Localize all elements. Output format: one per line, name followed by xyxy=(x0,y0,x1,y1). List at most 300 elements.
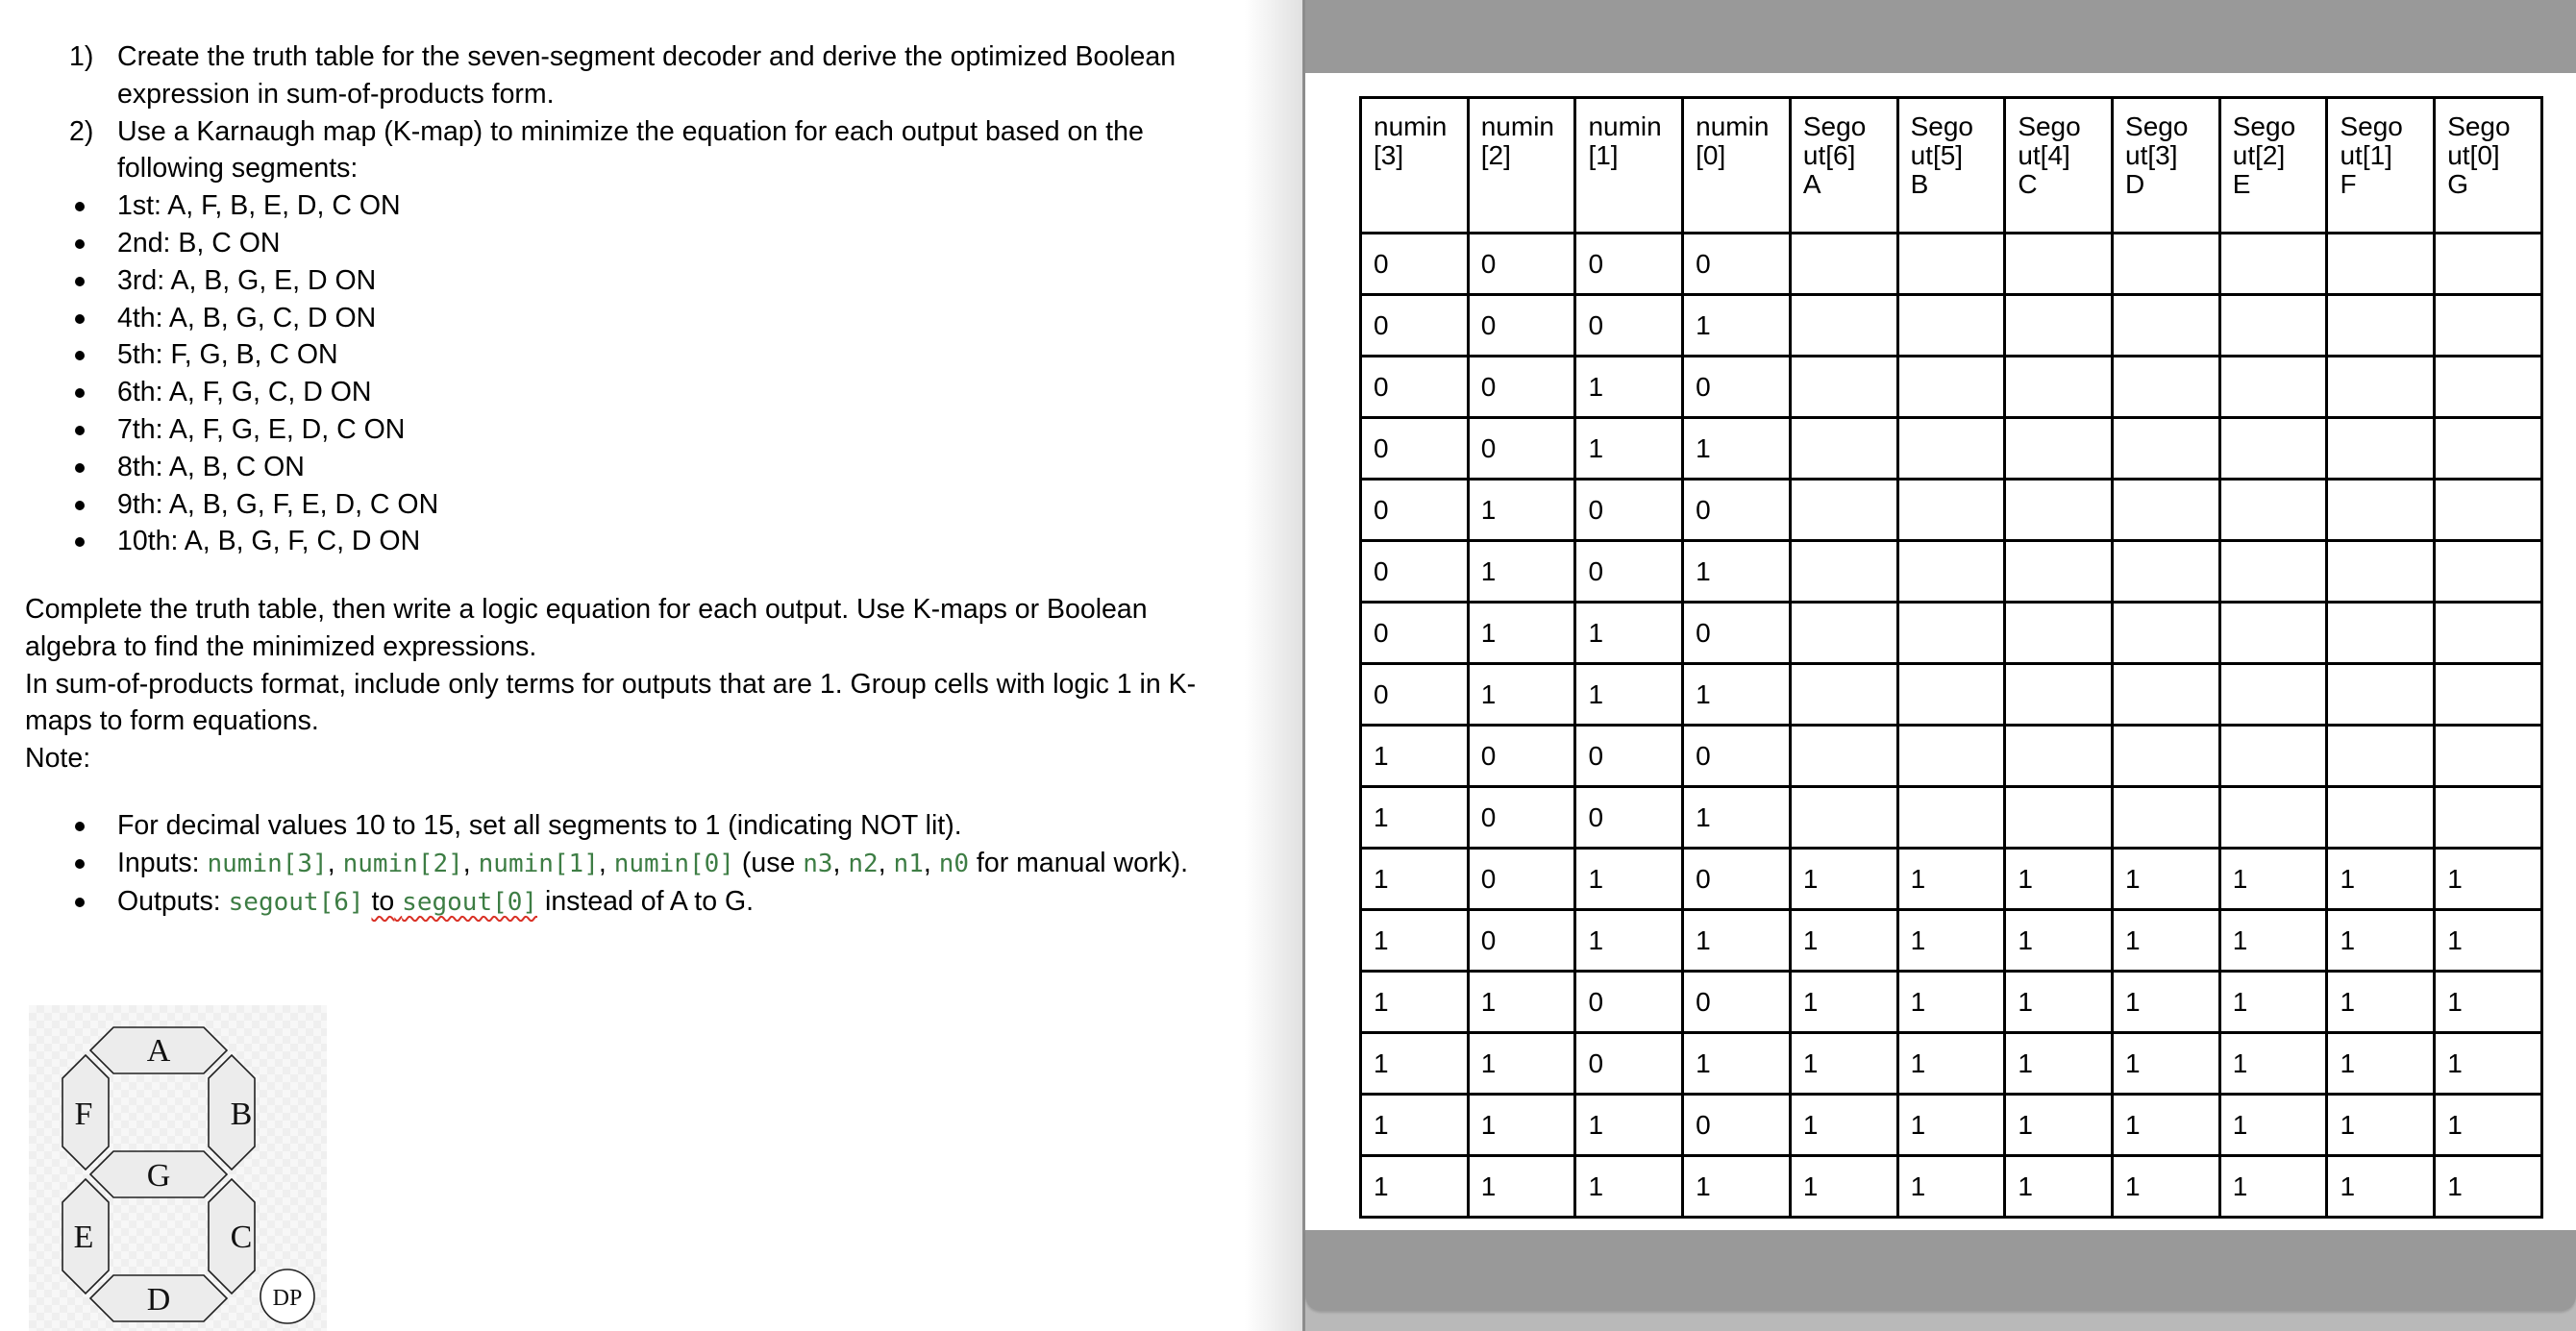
output-cell[interactable] xyxy=(2219,418,2327,480)
output-cell[interactable] xyxy=(2327,603,2435,664)
input-cell: 1 xyxy=(1468,541,1575,603)
output-cell[interactable]: 1 xyxy=(1897,849,2005,910)
output-cell[interactable]: 1 xyxy=(2219,1095,2327,1156)
input-cell: 1 xyxy=(1575,1156,1683,1218)
viewer-bottom-band xyxy=(1305,1230,2576,1311)
column-header-line: numin xyxy=(1696,111,1770,141)
segment-list-item xyxy=(69,486,1223,524)
column-header-line: ut[0] xyxy=(2447,140,2500,170)
table-row xyxy=(1361,1095,2542,1156)
segment-list-item xyxy=(69,300,1223,337)
truth-table-header-row xyxy=(1361,98,2542,234)
output-cell[interactable] xyxy=(1790,603,1897,664)
input-cell: 0 xyxy=(1361,357,1469,418)
input-cell: 1 xyxy=(1683,787,1791,849)
seven-segment-icon xyxy=(29,1005,327,1331)
column-header-line: Sego xyxy=(1802,111,1867,141)
output-cell[interactable] xyxy=(1897,418,2005,480)
bullet-icon xyxy=(75,388,85,398)
output-cell[interactable] xyxy=(2113,295,2220,357)
input-cell: 0 xyxy=(1361,418,1469,480)
column-header-line: ut[1] xyxy=(2340,140,2392,170)
output-cell[interactable] xyxy=(2219,234,2327,295)
segment-list-text: 10th: A, B, G, F, C, D ON xyxy=(117,526,421,557)
output-cell[interactable]: 1 xyxy=(2435,849,2542,910)
bullet-icon xyxy=(75,351,85,360)
output-cell[interactable]: 1 xyxy=(2005,1095,2113,1156)
segment-list-text: 7th: A, F, G, E, D, C ON xyxy=(117,413,406,445)
input-cell: 1 xyxy=(1468,664,1575,726)
bullet-icon xyxy=(75,463,85,473)
output-cell[interactable] xyxy=(2113,234,2220,295)
input-cell: 0 xyxy=(1575,234,1683,295)
input-cell: 1 xyxy=(1468,1156,1575,1218)
output-cell[interactable]: 1 xyxy=(2327,1095,2435,1156)
output-cell[interactable] xyxy=(2435,787,2542,849)
output-cell[interactable] xyxy=(2113,726,2220,787)
segment-list-item xyxy=(69,262,1223,300)
note-label: Note: xyxy=(25,743,91,775)
input-cell: 1 xyxy=(1468,603,1575,664)
output-cell[interactable] xyxy=(2435,234,2542,295)
segment-list-text: 3rd: A, B, G, E, D ON xyxy=(117,264,377,296)
input-cell: 1 xyxy=(1468,1033,1575,1095)
column-header xyxy=(1897,98,2005,234)
column-header xyxy=(2435,98,2542,234)
table-row xyxy=(1361,541,2542,603)
input-cell: 0 xyxy=(1683,234,1791,295)
input-cell: 0 xyxy=(1468,787,1575,849)
output-cell[interactable]: 1 xyxy=(2005,910,2113,972)
table-row xyxy=(1361,603,2542,664)
seven-segment-diagram xyxy=(29,1005,327,1331)
output-cell[interactable] xyxy=(2327,418,2435,480)
output-cell[interactable] xyxy=(2435,541,2542,603)
segment-list-text: 6th: A, F, G, C, D ON xyxy=(117,377,372,408)
output-cell[interactable] xyxy=(1790,234,1897,295)
instruction-text: Create the truth table for the seven-segment decoder and derive the optimized Boolean expression in sum-of-products form. xyxy=(117,41,1177,110)
column-header-line: [3] xyxy=(1374,140,1404,170)
input-cell: 0 xyxy=(1683,1095,1791,1156)
output-cell[interactable]: 1 xyxy=(2113,910,2220,972)
output-cell[interactable] xyxy=(2005,541,2113,603)
output-cell[interactable] xyxy=(2435,357,2542,418)
output-cell[interactable] xyxy=(2113,603,2220,664)
note-text: to xyxy=(371,885,395,917)
truth-table-body xyxy=(1361,234,2542,1218)
column-header-line: E xyxy=(2232,169,2251,199)
column-header xyxy=(1790,98,1897,234)
column-header xyxy=(2219,98,2327,234)
input-cell: 1 xyxy=(1683,295,1791,357)
table-row xyxy=(1361,418,2542,480)
code-numin3: numin[3] xyxy=(207,849,328,878)
output-cell[interactable] xyxy=(2327,480,2435,541)
input-cell: 0 xyxy=(1468,357,1575,418)
output-cell[interactable] xyxy=(2005,480,2113,541)
segment-list-item xyxy=(69,411,1223,449)
output-cell[interactable]: 1 xyxy=(2113,1033,2220,1095)
output-cell[interactable] xyxy=(2219,603,2327,664)
input-cell: 0 xyxy=(1575,1033,1683,1095)
bullet-icon xyxy=(75,822,85,831)
code-n2: n2 xyxy=(848,849,879,878)
note-text: for manual work). xyxy=(969,847,1189,878)
bullet-icon xyxy=(75,239,85,249)
table-row xyxy=(1361,1156,2542,1218)
input-cell: 1 xyxy=(1683,910,1791,972)
input-cell: 0 xyxy=(1683,972,1791,1033)
output-cell[interactable] xyxy=(2005,418,2113,480)
column-header-line: Sego xyxy=(2340,111,2403,141)
output-cell[interactable] xyxy=(1790,787,1897,849)
input-cell: 1 xyxy=(1361,972,1469,1033)
column-header xyxy=(1361,98,1469,234)
output-cell[interactable] xyxy=(2005,295,2113,357)
note-text: Inputs: xyxy=(117,847,208,878)
input-cell: 1 xyxy=(1361,1156,1469,1218)
input-cell: 0 xyxy=(1575,726,1683,787)
segment-list-text: 8th: A, B, C ON xyxy=(117,451,305,482)
output-cell[interactable]: 1 xyxy=(2219,910,2327,972)
input-cell: 0 xyxy=(1361,234,1469,295)
paragraph-line: Complete the truth table, then write a logic equation for each output. Use K-maps or Boolean algebra to find the minimized expressions. xyxy=(25,594,1148,662)
column-header xyxy=(1468,98,1575,234)
output-cell[interactable] xyxy=(2435,726,2542,787)
column-header-line: ut[2] xyxy=(2232,140,2286,170)
output-cell[interactable] xyxy=(2327,726,2435,787)
output-cell[interactable]: 1 xyxy=(1790,1156,1897,1218)
input-cell: 1 xyxy=(1468,480,1575,541)
paragraph-line: In sum-of-products format, include only terms for outputs that are 1. Group cells with logic 1 in K-maps to form equations. xyxy=(25,668,1197,737)
column-header-line: Sego xyxy=(2018,111,2081,141)
column-header-line: [2] xyxy=(1480,140,1511,170)
input-cell: 0 xyxy=(1683,849,1791,910)
segment-label-g: G xyxy=(146,1158,171,1194)
input-cell: 1 xyxy=(1575,603,1683,664)
output-cell[interactable] xyxy=(2113,418,2220,480)
column-header-line: numin xyxy=(1374,111,1448,141)
segment-label-c: C xyxy=(230,1220,253,1255)
input-cell: 0 xyxy=(1575,295,1683,357)
output-cell[interactable] xyxy=(2113,357,2220,418)
column-header-line: Sego xyxy=(1910,111,1973,141)
output-cell[interactable]: 1 xyxy=(1897,1156,2005,1218)
input-cell: 0 xyxy=(1361,603,1469,664)
output-cell[interactable]: 1 xyxy=(2219,849,2327,910)
segment-label-b: B xyxy=(230,1097,253,1132)
output-cell[interactable]: 1 xyxy=(2435,972,2542,1033)
column-header-line: C xyxy=(2018,169,2038,199)
output-cell[interactable] xyxy=(1897,357,2005,418)
table-row xyxy=(1361,726,2542,787)
input-cell: 1 xyxy=(1575,664,1683,726)
table-row xyxy=(1361,972,2542,1033)
input-cell: 1 xyxy=(1683,418,1791,480)
output-cell[interactable]: 1 xyxy=(1897,972,2005,1033)
input-cell: 0 xyxy=(1468,910,1575,972)
segment-list-text: 4th: A, B, G, C, D ON xyxy=(117,302,377,333)
output-cell[interactable] xyxy=(2435,295,2542,357)
table-row xyxy=(1361,664,2542,726)
segment-label-e: E xyxy=(73,1220,94,1255)
output-cell[interactable]: 1 xyxy=(1897,1033,2005,1095)
input-cell: 0 xyxy=(1361,541,1469,603)
output-cell[interactable]: 1 xyxy=(2005,972,2113,1033)
instruction-item-1 xyxy=(69,38,1223,113)
output-cell[interactable] xyxy=(1790,664,1897,726)
segment-list-text: 2nd: B, C ON xyxy=(117,227,281,259)
input-cell: 1 xyxy=(1575,849,1683,910)
input-cell: 1 xyxy=(1361,787,1469,849)
column-header-line: B xyxy=(1910,169,1929,199)
column-header xyxy=(1575,98,1683,234)
input-cell: 1 xyxy=(1361,910,1469,972)
column-header-line: Sego xyxy=(2232,111,2296,141)
column-header-line: D xyxy=(2125,169,2145,199)
input-cell: 1 xyxy=(1683,1156,1791,1218)
code-n3: n3 xyxy=(803,849,833,878)
column-header xyxy=(2113,98,2220,234)
column-header-line: ut[6] xyxy=(1802,140,1856,170)
code-n1: n1 xyxy=(893,849,924,878)
column-header-line: numin xyxy=(1588,111,1662,141)
output-cell[interactable] xyxy=(2219,295,2327,357)
code-numin0: numin[0] xyxy=(613,849,734,878)
column-header-line: G xyxy=(2447,169,2468,199)
output-cell[interactable] xyxy=(1897,541,2005,603)
output-cell[interactable]: 1 xyxy=(2005,1156,2113,1218)
output-cell[interactable]: 1 xyxy=(2113,972,2220,1033)
output-cell[interactable]: 1 xyxy=(2327,1033,2435,1095)
input-cell: 1 xyxy=(1683,664,1791,726)
segment-list-item xyxy=(69,336,1223,374)
segment-list-item xyxy=(69,187,1223,225)
output-cell[interactable] xyxy=(2327,234,2435,295)
instruction-list xyxy=(69,38,1223,560)
input-cell: 1 xyxy=(1361,726,1469,787)
input-cell: 0 xyxy=(1361,664,1469,726)
input-cell: 0 xyxy=(1575,480,1683,541)
input-cell: 1 xyxy=(1468,972,1575,1033)
output-cell[interactable] xyxy=(2327,541,2435,603)
note-item-inputs: Inputs: numin[3], numin[2], numin[1], numin[0] (use n3, n2, n1, n0 for manual work). xyxy=(69,845,1242,883)
input-cell: 1 xyxy=(1361,849,1469,910)
table-row xyxy=(1361,787,2542,849)
output-cell[interactable] xyxy=(2327,295,2435,357)
input-cell: 1 xyxy=(1575,1095,1683,1156)
segment-list-text: 5th: F, G, B, C ON xyxy=(117,339,338,371)
column-header-line: [0] xyxy=(1696,140,1726,170)
note-text: For decimal values 10 to 15, set all segments to 1 (indicating NOT lit). xyxy=(117,810,962,841)
column-header-line: ut[3] xyxy=(2125,140,2178,170)
input-cell: 1 xyxy=(1361,1095,1469,1156)
viewer-top-band xyxy=(1305,0,2576,73)
output-cell[interactable]: 1 xyxy=(1897,1095,2005,1156)
output-cell[interactable] xyxy=(2005,664,2113,726)
table-row xyxy=(1361,910,2542,972)
segment-list-item xyxy=(69,449,1223,486)
output-cell[interactable] xyxy=(2435,603,2542,664)
input-cell: 0 xyxy=(1468,849,1575,910)
column-header-line: numin xyxy=(1480,111,1554,141)
output-cell[interactable]: 1 xyxy=(1790,849,1897,910)
output-cell[interactable] xyxy=(2005,726,2113,787)
output-cell[interactable] xyxy=(2005,603,2113,664)
output-cell[interactable]: 1 xyxy=(1790,1033,1897,1095)
table-row xyxy=(1361,357,2542,418)
output-cell[interactable] xyxy=(2327,787,2435,849)
output-cell[interactable]: 1 xyxy=(1790,1095,1897,1156)
column-header xyxy=(2327,98,2435,234)
output-cell[interactable] xyxy=(1790,726,1897,787)
output-cell[interactable]: 1 xyxy=(2435,1156,2542,1218)
output-cell[interactable] xyxy=(1897,480,2005,541)
note-text: Outputs: xyxy=(117,885,229,917)
list-number: 1) xyxy=(69,41,94,72)
output-cell[interactable]: 1 xyxy=(2219,1033,2327,1095)
bullet-icon xyxy=(75,898,85,907)
output-cell[interactable] xyxy=(2219,787,2327,849)
input-cell: 1 xyxy=(1575,357,1683,418)
bullet-icon xyxy=(75,537,85,547)
input-cell: 1 xyxy=(1683,1033,1791,1095)
bullet-icon xyxy=(75,277,85,286)
segment-list-item xyxy=(69,523,1223,560)
output-cell[interactable] xyxy=(2435,480,2542,541)
output-cell[interactable] xyxy=(2219,664,2327,726)
bullet-icon xyxy=(75,501,85,510)
bullet-icon xyxy=(75,202,85,211)
output-cell[interactable] xyxy=(2219,480,2327,541)
column-header-line: F xyxy=(2340,169,2357,199)
output-cell[interactable]: 1 xyxy=(2327,972,2435,1033)
segment-label-a: A xyxy=(146,1033,171,1069)
note-item-decimal xyxy=(69,807,1242,845)
input-cell: 0 xyxy=(1468,726,1575,787)
table-row xyxy=(1361,480,2542,541)
output-cell[interactable] xyxy=(1790,295,1897,357)
input-cell: 0 xyxy=(1468,234,1575,295)
output-cell[interactable] xyxy=(1897,787,2005,849)
note-text: instead of A to G. xyxy=(537,885,755,917)
output-cell[interactable]: 1 xyxy=(2113,1095,2220,1156)
segment-list-text: 9th: A, B, G, F, E, D, C ON xyxy=(117,488,439,520)
output-cell[interactable] xyxy=(1897,664,2005,726)
output-cell[interactable] xyxy=(1897,603,2005,664)
table-row xyxy=(1361,295,2542,357)
output-cell[interactable] xyxy=(2005,357,2113,418)
column-header xyxy=(2005,98,2113,234)
input-cell: 1 xyxy=(1361,1033,1469,1095)
output-cell[interactable]: 1 xyxy=(2005,1033,2113,1095)
output-cell[interactable]: 1 xyxy=(2113,1156,2220,1218)
output-cell[interactable] xyxy=(1790,541,1897,603)
spellcheck-flagged-text[interactable] xyxy=(371,886,537,917)
output-cell[interactable] xyxy=(1897,295,2005,357)
output-cell[interactable] xyxy=(1897,726,2005,787)
output-cell[interactable]: 1 xyxy=(1897,910,2005,972)
column-header-line: ut[5] xyxy=(1910,140,1964,170)
output-cell[interactable] xyxy=(1897,234,2005,295)
output-cell[interactable] xyxy=(2113,787,2220,849)
output-cell[interactable]: 1 xyxy=(2327,849,2435,910)
output-cell[interactable] xyxy=(2005,234,2113,295)
segment-list-text: 1st: A, F, B, E, D, C ON xyxy=(117,190,401,222)
code-segout0: segout[0] xyxy=(402,887,538,917)
segment-list-item xyxy=(69,225,1223,262)
output-cell[interactable] xyxy=(2113,664,2220,726)
input-cell: 0 xyxy=(1683,480,1791,541)
output-cell[interactable]: 1 xyxy=(2113,849,2220,910)
output-cell[interactable] xyxy=(2435,418,2542,480)
column-header xyxy=(1683,98,1791,234)
input-cell: 0 xyxy=(1361,480,1469,541)
output-cell[interactable] xyxy=(2327,664,2435,726)
segment-label-f: F xyxy=(74,1097,93,1132)
bullet-icon xyxy=(75,314,85,324)
input-cell: 0 xyxy=(1575,972,1683,1033)
output-cell[interactable]: 1 xyxy=(2435,1033,2542,1095)
output-cell[interactable]: 1 xyxy=(2435,910,2542,972)
output-cell[interactable] xyxy=(1790,480,1897,541)
segment-label-d: D xyxy=(146,1282,171,1318)
output-cell[interactable]: 1 xyxy=(2005,849,2113,910)
column-header-line: ut[4] xyxy=(2018,140,2070,170)
input-cell: 0 xyxy=(1361,295,1469,357)
column-header-line: Sego xyxy=(2447,111,2511,141)
input-cell: 1 xyxy=(1575,910,1683,972)
output-cell[interactable]: 1 xyxy=(2219,972,2327,1033)
output-cell[interactable] xyxy=(2435,664,2542,726)
output-cell[interactable]: 1 xyxy=(2435,1095,2542,1156)
code-segout6: segout[6] xyxy=(228,887,364,917)
output-cell[interactable]: 1 xyxy=(1790,910,1897,972)
output-cell[interactable] xyxy=(1790,357,1897,418)
code-numin2: numin[2] xyxy=(342,849,463,878)
output-cell[interactable]: 1 xyxy=(2327,910,2435,972)
output-cell[interactable]: 1 xyxy=(2219,1156,2327,1218)
output-cell[interactable] xyxy=(2219,726,2327,787)
input-cell: 0 xyxy=(1683,357,1791,418)
input-cell: 1 xyxy=(1468,1095,1575,1156)
input-cell: 1 xyxy=(1575,418,1683,480)
output-cell[interactable] xyxy=(2113,480,2220,541)
input-cell: 0 xyxy=(1468,295,1575,357)
output-cell[interactable] xyxy=(2219,357,2327,418)
segment-list-item xyxy=(69,374,1223,411)
truth-table xyxy=(1359,96,2543,1219)
code-numin1: numin[1] xyxy=(478,849,599,878)
output-cell[interactable] xyxy=(2219,541,2327,603)
output-cell[interactable] xyxy=(2005,787,2113,849)
column-header-line: Sego xyxy=(2125,111,2189,141)
output-cell[interactable] xyxy=(1790,418,1897,480)
output-cell[interactable]: 1 xyxy=(1790,972,1897,1033)
table-row xyxy=(1361,1033,2542,1095)
note-text: (use xyxy=(733,847,804,878)
table-row xyxy=(1361,234,2542,295)
instruction-paragraph xyxy=(25,591,1236,777)
input-cell: 0 xyxy=(1468,418,1575,480)
input-cell: 0 xyxy=(1683,726,1791,787)
table-row xyxy=(1361,849,2542,910)
output-cell[interactable] xyxy=(2327,357,2435,418)
output-cell[interactable]: 1 xyxy=(2327,1156,2435,1218)
instruction-text: Use a Karnaugh map (K-map) to minimize the equation for each output based on the following segments: xyxy=(117,115,1144,185)
notes-list xyxy=(69,807,1242,921)
output-cell[interactable] xyxy=(2113,541,2220,603)
